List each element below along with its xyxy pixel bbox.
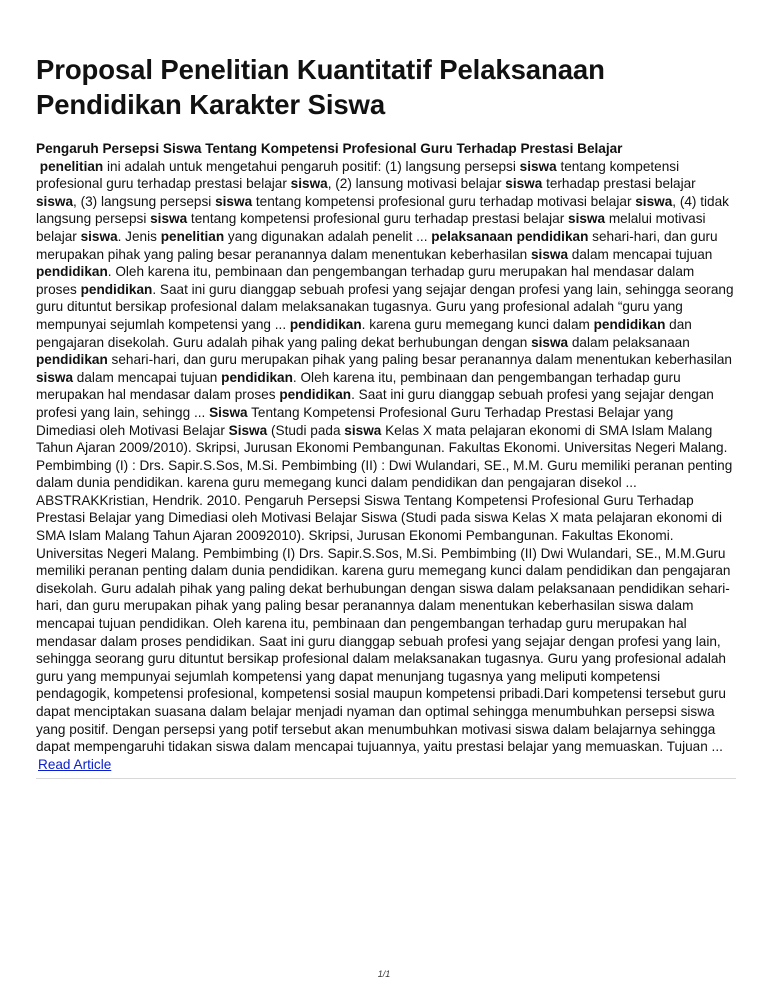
- snippet-text: . Jenis: [117, 228, 161, 244]
- snippet-text: (Studi pada: [267, 422, 345, 438]
- highlighted-term: Siswa: [209, 404, 248, 420]
- highlighted-term: siswa: [344, 422, 382, 438]
- snippet-text: yang digunakan adalah penelit ...: [224, 228, 432, 244]
- highlighted-term: siswa: [36, 369, 74, 385]
- snippet-text: , (4) tidak langsung persepsi: [36, 193, 729, 227]
- highlighted-term: penelitian: [39, 158, 104, 174]
- snippet-text: tentang kompetensi profesional guru terhadap prestasi belajar: [187, 211, 569, 227]
- highlighted-term: siswa: [531, 246, 569, 262]
- snippet-text: dan pengajaran disekolah. Guru adalah pihak yang paling dekat berhubungan dengan: [36, 316, 692, 350]
- highlighted-term: siswa: [150, 211, 188, 227]
- highlighted-term: pelaksanaan pendidikan: [431, 228, 589, 244]
- snippet-text: . karena guru memegang kunci dalam: [361, 316, 594, 332]
- highlighted-term: pendidikan: [80, 281, 153, 297]
- document-title: Proposal Penelitian Kuantitatif Pelaksanaan Pendidikan Karakter Siswa: [36, 54, 605, 120]
- snippet-text: Tentang Kompetensi Profesional Guru Terhadap Prestasi Belajar yang Dimediasi oleh Motivasi Belajar: [36, 404, 674, 438]
- highlighted-term: siswa: [505, 176, 543, 192]
- snippet-text: ini adalah untuk mengetahui pengaruh positif: (1) langsung persepsi: [103, 158, 520, 174]
- snippet-text: sehari-hari, dan guru merupakan pihak yang paling besar peranannya dalam menentukan keberhasilan: [36, 228, 718, 262]
- snippet-text: sehari-hari, dan guru merupakan pihak yang paling besar peranannya dalam menentukan keberhasilan: [107, 352, 732, 368]
- snippet-text: dalam mencapai tujuan: [568, 246, 713, 262]
- document-page: [36, 52, 736, 779]
- highlighted-term: pendidikan: [36, 352, 108, 368]
- snippet-text: dalam pelaksanaan: [568, 334, 690, 350]
- snippet-text: tentang kompetensi profesional guru terhadap prestasi belajar: [36, 158, 680, 192]
- highlighted-term: penelitian: [160, 228, 225, 244]
- snippet-text: . Saat ini guru dianggap sebuah profesi yang sejajar dengan profesi yang lain, sehingg ...: [36, 387, 714, 420]
- read-article-link[interactable]: Read Article: [38, 756, 112, 772]
- result-abstract: ABSTRAKKristian, Hendrik. 2010. Pengaruh Persepsi Siswa Tentang Kompetensi Profesional Guru Terhadap Prestasi Belajar yang Dimediasi oleh Motivasi Belajar Siswa (Studi pada siswa Kelas X mata pelajaran ekonomi di SMA Islam Malang Tahun Ajaran 20092010). Skripsi, Jurusan Ekonomi Pembangunan. Fakultas Ekonomi. Universitas Negeri Malang. Pembimbing (I) Drs. Sapir.S.Sos, M.Si. Pembimbing (II) Dwi Wulandari, SE., M.M.Guru memiliki peranan penting dalam dunia pendidikan. karena guru memegang kunci dalam pendidikan dan pengajaran disekolah. Guru adalah pihak yang paling dekat berhubungan dengan siswa dalam pelaksanaan pendidikan sehari-hari, dan guru merupakan pihak yang paling besar peranannya dalam menentukan keberhasilan siswa dalam mencapai tujuan pendidikan. Oleh karena itu, pembinaan dan pengembangan terhadap guru merupakan hal mendasar dalam proses pendidikan. Saat ini guru dianggap sebuah profesi yang sejajar dengan profesi yang lain, sehingga seorang guru dituntut bersikap profesional dalam melaksanakan tugasnya. Guru yang profesional adalah guru yang mempunyai sejumlah kompetensi yang dapat menunjang tugasnya yang meliputi kompetensi pendagogik, kompetensi profesional, kompetensi sosial maupun kompetensi pribadi.Dari kompetensi tersebut guru dapat menciptakan suasana dalam belajar menjadi nyaman dan optimal sehingga menumbuhkan persepsi siswa yang positif. Dengan persepsi yang potif tersebut akan menumbuhkan motivasi siswa dalam belajarnya sehingga dapat mempengaruhi tidakan siswa dalam mencapai tujuannya, yaitu prestasi belajar yang memuaskan. Tujuan ...: [36, 492, 731, 755]
- snippet-text: melalui motivasi belajar: [36, 211, 706, 244]
- divider: [36, 778, 736, 779]
- highlighted-term: siswa: [635, 193, 673, 209]
- snippet-text: , (3) langsung persepsi: [73, 193, 216, 209]
- snippet-text: dalam mencapai tujuan: [73, 369, 222, 385]
- highlighted-term: pendidikan: [279, 387, 352, 403]
- highlighted-term: siswa: [290, 176, 328, 192]
- snippet-text: , (2) lansung motivasi belajar: [327, 176, 506, 192]
- search-result: [36, 140, 736, 779]
- read-article-row: [36, 756, 736, 774]
- highlighted-term: siswa: [568, 211, 606, 227]
- highlighted-term: Siswa: [228, 422, 268, 438]
- result-heading: Pengaruh Persepsi Siswa Tentang Kompetensi Profesional Guru Terhadap Prestasi Belajar: [36, 141, 623, 156]
- result-snippet: [36, 158, 736, 492]
- snippet-text: . Oleh karena itu, pembinaan dan pengembangan terhadap guru merupakan hal mendasar dalam proses: [36, 369, 681, 403]
- highlighted-term: pendidikan: [289, 316, 362, 332]
- highlighted-term: siswa: [519, 158, 557, 174]
- snippet-text: Kelas X mata pelajaran ekonomi di SMA Islam Malang Tahun Ajaran 2009/2010). Skripsi, Jurusan Ekonomi Pembangunan. Fakultas Ekonomi. Universitas Negeri Malang. Pembimbing (I) : Drs. Sapir.S.Sos, M.Si. Pembimbing (II) : Dwi Wulandari, SE., M.M. Guru memiliki peranan penting dalam dunia pendidikan. karena guru memegang kunci dalam pendidikan dan pengajaran disekol ...: [36, 422, 733, 491]
- snippet-text: . Oleh karena itu, pembinaan dan pengembangan terhadap guru merupakan hal mendasar dalam proses: [36, 264, 695, 297]
- highlighted-term: siswa: [215, 193, 253, 209]
- page-number: 1/1: [377, 969, 391, 979]
- highlighted-term: siswa: [80, 228, 118, 244]
- highlighted-term: pendidikan: [36, 264, 108, 280]
- highlighted-term: pendidikan: [221, 369, 293, 385]
- snippet-text: terhadap prestasi belajar: [542, 176, 696, 192]
- highlighted-term: siswa: [36, 193, 74, 209]
- snippet-text: tentang kompetensi profesional guru terhadap motivasi belajar: [252, 193, 636, 209]
- snippet-text: . Saat ini guru dianggap sebuah profesi yang sejajar dengan profesi yang lain, sehingga seorang guru dituntut bersikap profesional dalam melaksanakan tugasnya. Guru yang profesional adalah “guru yang mempunyai sejumlah kompetensi yang ...: [36, 281, 734, 332]
- highlighted-term: pendidikan: [593, 316, 666, 332]
- highlighted-term: siswa: [531, 334, 569, 350]
